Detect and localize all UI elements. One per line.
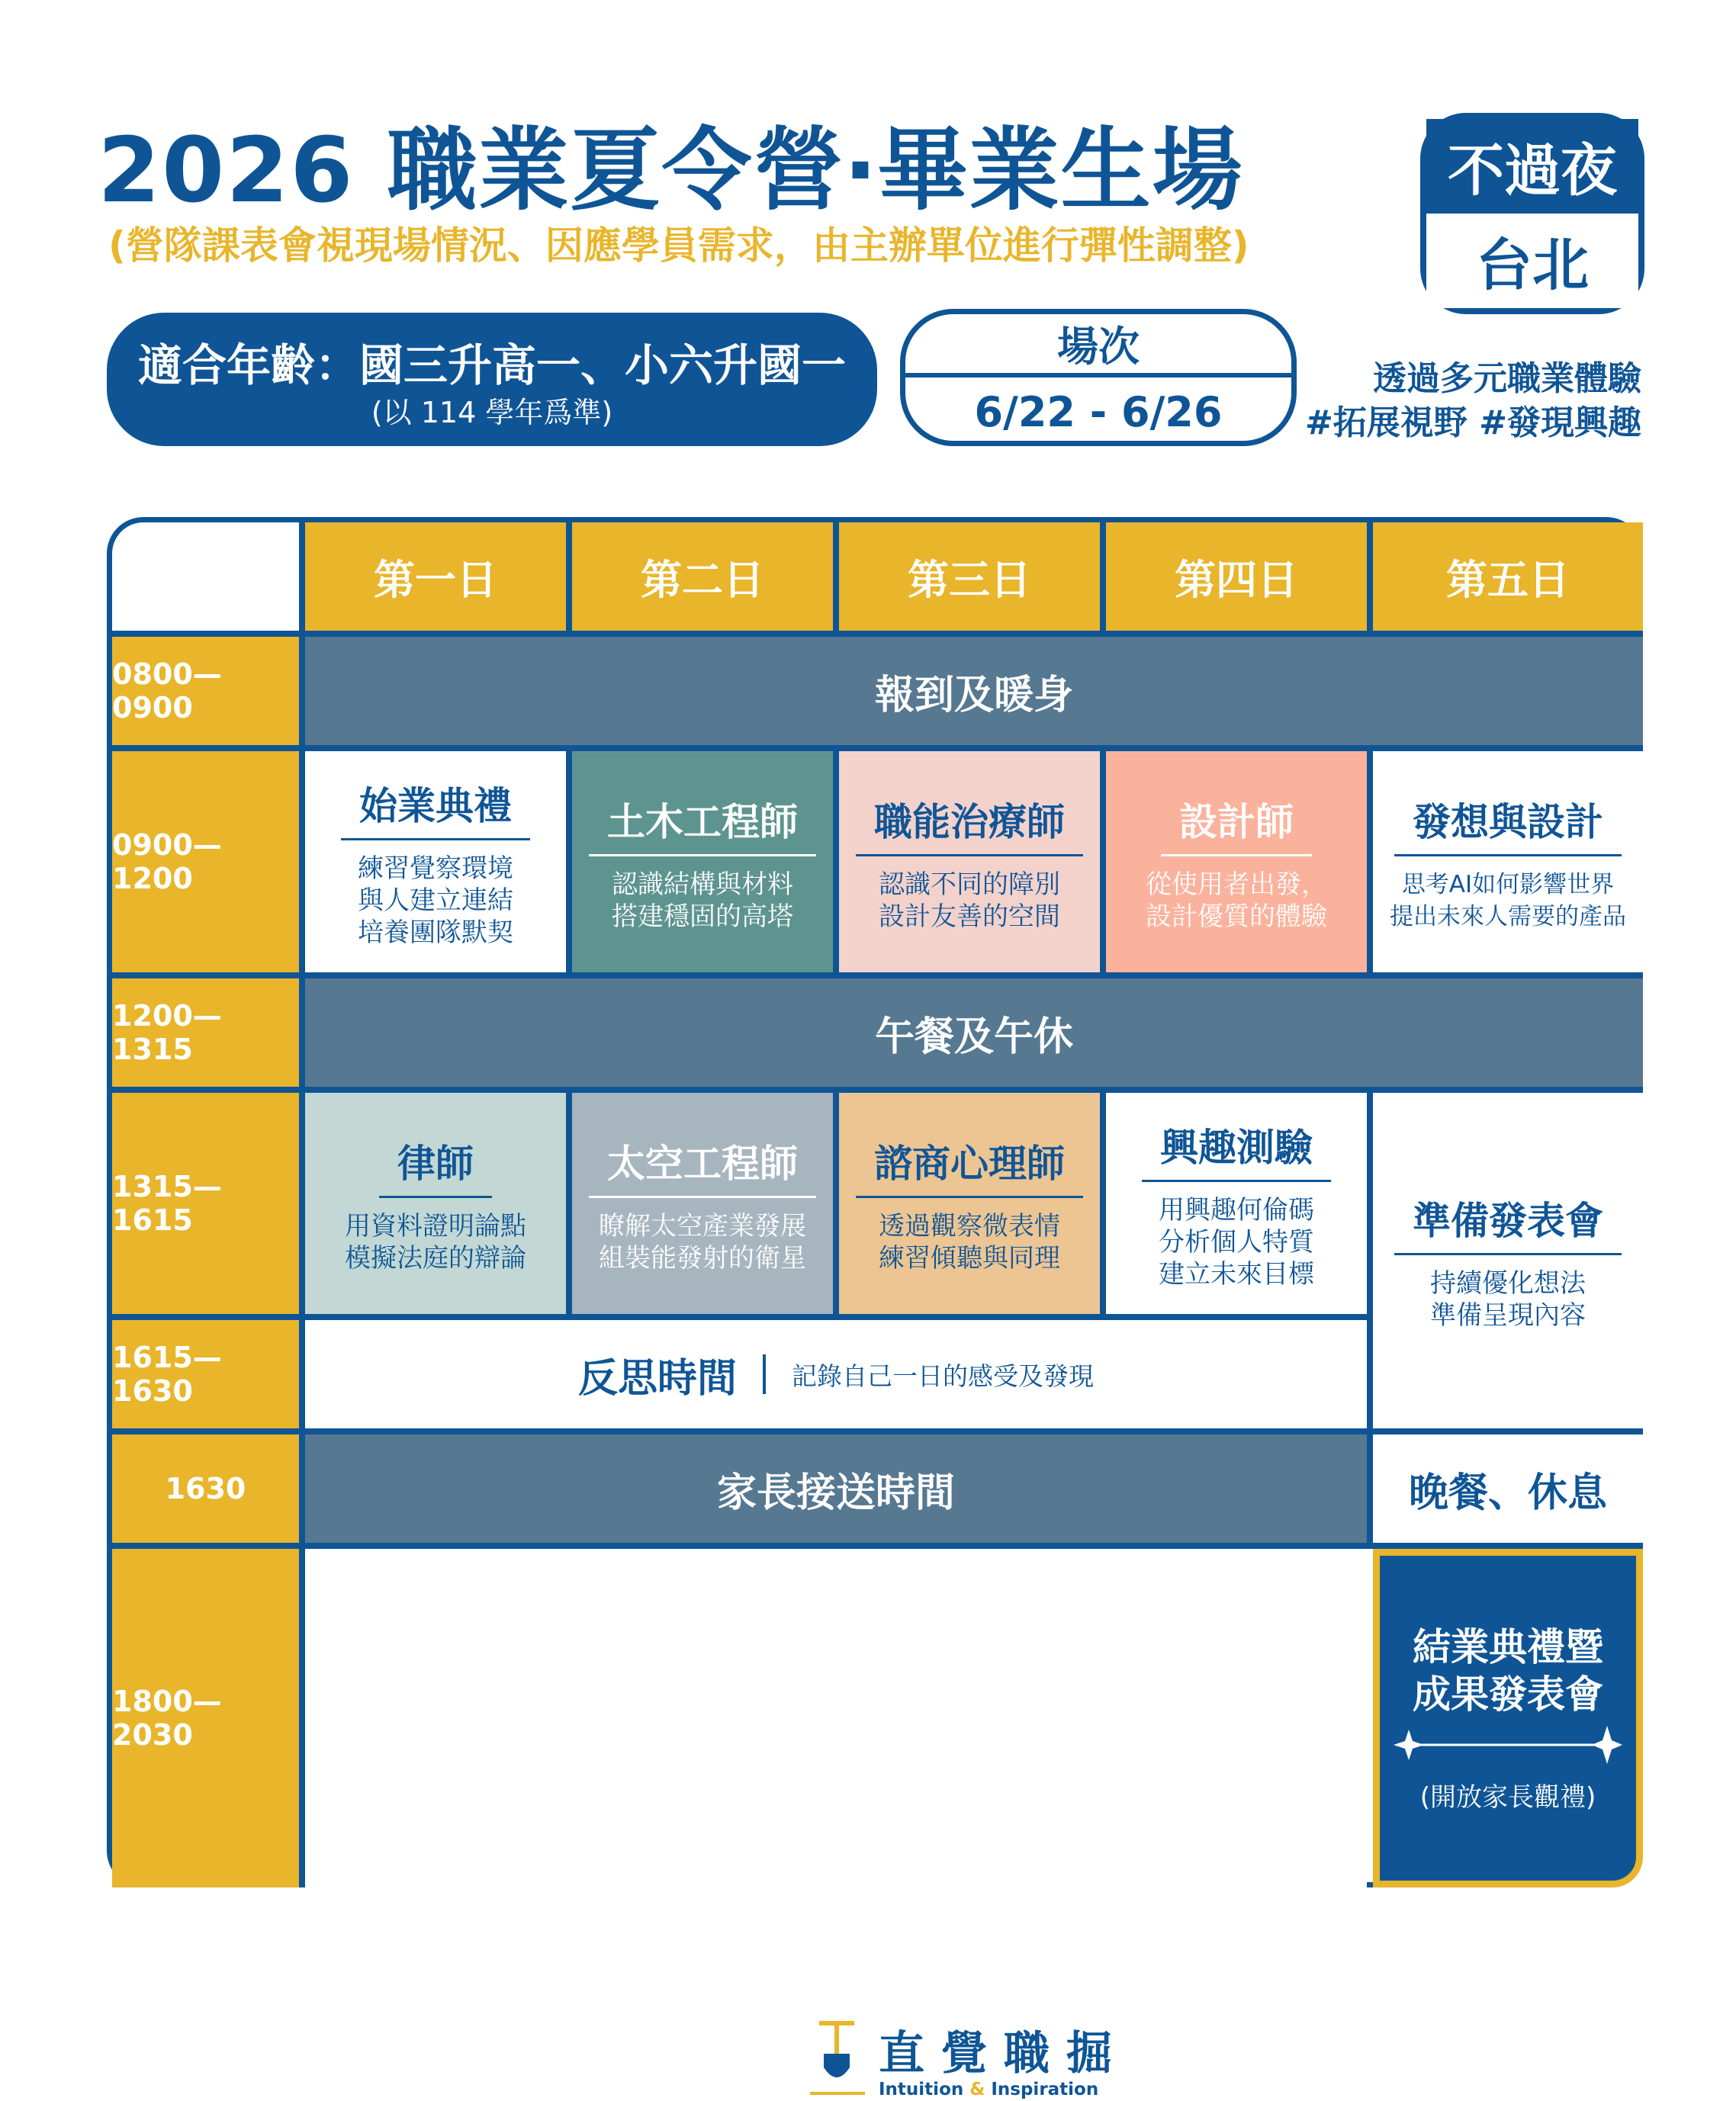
lunch-band: 午餐及午休: [305, 978, 1643, 1087]
grid-line: [112, 1087, 1643, 1093]
activity-title: 土木工程師: [589, 792, 816, 856]
age-label: 適合年齡：國三升高一、小六升國一: [137, 339, 846, 391]
activity-lawyer: [305, 1093, 566, 1314]
time-slot-0900: 0900—1200: [112, 751, 299, 972]
grid-line: [566, 522, 572, 637]
activity-desc: 用資料證明論點 模擬法庭的辯論: [345, 1210, 526, 1274]
closing-note: (開放家長觀禮): [1419, 1781, 1596, 1813]
grid-line: [1100, 745, 1106, 978]
reflection-desc: 記錄自己一日的感受及發現: [792, 1361, 1094, 1391]
activity-title: 發想與設計: [1394, 792, 1622, 856]
age-pill: [107, 313, 877, 446]
overnight-badge: [1420, 113, 1644, 314]
activity-title: 律師: [379, 1133, 492, 1198]
activity-desc: 認識不同的障別 設計友善的空間: [879, 869, 1060, 932]
grid-line: [112, 1314, 1373, 1320]
activity-counseling-psychologist: [839, 1093, 1100, 1314]
grid-line: [112, 1428, 1643, 1434]
day-header-2: 第二日: [572, 522, 833, 631]
badge-city-label: 台北: [1426, 214, 1638, 308]
schedule-table: [107, 517, 1643, 2099]
grid-line: [112, 631, 1643, 637]
activity-desc: 透過觀察微表情 練習傾聽與同理: [879, 1210, 1060, 1274]
activity-desc: 瞭解太空產業發展 組裝能發射的衛星: [599, 1210, 806, 1274]
slogan-line-1: 透過多元職業體驗: [1373, 359, 1641, 398]
activity-desc: 認識結構與材料 搭建穩固的高塔: [612, 869, 793, 932]
activity-civil-engineer: [572, 751, 833, 972]
activity-desc: 持續優化想法 準備呈現內容: [1430, 1267, 1586, 1331]
session-dates: 6/22 - 6/26: [974, 387, 1223, 436]
grid-line: [566, 1087, 572, 1320]
slogan: [1305, 357, 1641, 445]
grid-line: [833, 745, 839, 978]
pickup-band: 家長接送時間: [305, 1434, 1367, 1543]
checkin-band: 報到及暖身: [305, 637, 1643, 745]
day-header-4: 第四日: [1106, 522, 1367, 631]
activity-desc: 練習覺察環境 與人建立連結 培養團隊默契: [358, 853, 513, 948]
page-title: 2026 職業夏令營‧畢業生場: [98, 117, 1244, 223]
activity-title: 準備發表會: [1394, 1190, 1622, 1255]
grid-line: [833, 1087, 839, 1320]
grid-line: [299, 522, 305, 1887]
closing-title-line2: 成果發表會: [1413, 1672, 1603, 1717]
closing-title-line1: 結業典禮暨: [1413, 1624, 1603, 1669]
grid-line: [833, 522, 839, 637]
reflection-title: 反思時間: [577, 1355, 737, 1402]
time-slot-1315: 1315—1615: [112, 1093, 299, 1314]
activity-presentation-prep: [1373, 1093, 1643, 1428]
activity-ideation-design: [1373, 751, 1643, 972]
time-slot-1200: 1200—1315: [112, 978, 299, 1087]
slogan-hashtags: #拓展視野 #發現興趣: [1304, 403, 1641, 442]
time-slot-1630: 1630: [112, 1434, 299, 1543]
activity-desc: 用興趣何倫碼 分析個人特質 建立未來目標: [1159, 1194, 1314, 1290]
activity-title: 興趣測驗: [1142, 1117, 1331, 1182]
closing-ceremony-cell: [1373, 1549, 1643, 1887]
reflection-divider: [763, 1354, 766, 1394]
time-slot-0800: 0800—0900: [112, 637, 299, 745]
grid-line: [112, 1543, 1643, 1549]
evening-empty-area: [305, 1549, 1367, 1887]
reflection-row: [305, 1320, 1367, 1428]
logo-tagline: [879, 2080, 1098, 2099]
activity-title: 諮商心理師: [856, 1133, 1083, 1198]
tagline-inspiration: Inspiration: [991, 2080, 1099, 2099]
page-subtitle: (營隊課表會視現場情況、因應學員需求，由主辦單位進行彈性調整): [108, 223, 1249, 268]
grid-line: [112, 972, 1643, 978]
activity-title: 職能治療師: [856, 792, 1083, 856]
grid-line: [112, 745, 1643, 751]
grid-line: [1100, 1087, 1106, 1320]
activity-desc: 從使用者出發， 設計優質的體驗: [1146, 869, 1327, 932]
activity-desc: 思考AI如何影響世界 提出未來人需要的產品: [1390, 870, 1626, 930]
activity-opening-ceremony: [305, 751, 566, 972]
session-label: 場次: [905, 314, 1291, 377]
tagline-ampersand: &: [969, 2080, 985, 2099]
activity-occupational-therapist: [839, 751, 1100, 972]
grid-line: [1100, 522, 1106, 637]
activity-space-engineer: [572, 1093, 833, 1314]
badge-overnight-label: 不過夜: [1426, 119, 1638, 214]
tagline-intuition: Intuition: [879, 2080, 964, 2099]
activity-title: 太空工程師: [589, 1133, 816, 1198]
grid-line: [1367, 745, 1373, 978]
logo-name: 直覺職掘: [879, 2027, 1129, 2080]
time-slot-1615: 1615—1630: [112, 1320, 299, 1428]
activity-interest-test: [1106, 1093, 1367, 1314]
session-box: [900, 309, 1297, 446]
time-slot-1800: 1800—2030: [112, 1549, 299, 1887]
age-note: (以 114 學年爲準): [371, 396, 613, 429]
day-header-1: 第一日: [305, 522, 566, 631]
day-header-3: 第三日: [839, 522, 1100, 631]
day-header-5: 第五日: [1373, 522, 1643, 631]
dinner-cell: 晚餐、休息: [1373, 1434, 1643, 1543]
grid-line: [566, 745, 572, 978]
activity-designer: [1106, 751, 1367, 972]
grid-line: [1367, 522, 1373, 637]
activity-title: 設計師: [1161, 792, 1312, 856]
sparkle-divider-icon: [1394, 1718, 1622, 1772]
shovel-icon: [810, 2017, 871, 2101]
activity-title: 始業典禮: [341, 776, 530, 840]
